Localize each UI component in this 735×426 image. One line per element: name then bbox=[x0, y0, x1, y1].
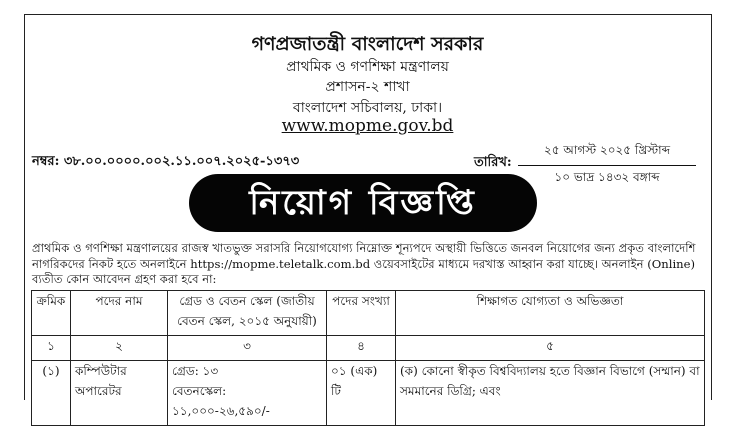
column-number: ১ bbox=[32, 336, 71, 361]
secretariat-address: বাংলাদেশ সচিবালয়, ঢাকা। bbox=[292, 100, 443, 116]
intro-paragraph: প্রাথমিক ও গণশিক্ষা মন্ত্রণালয়ের রাজস্ব খাতভুক্ত সরাসরি নিয়োগযোগ্য নিম্নোক্ত শূন্যপদে অস্থায়ী ভিত্তিতে জনবল নিয়োগের জন্য প্রকৃত বাংলাদেশি নাগরিকদের নিকট হতে অনলাইনে https://mopme.teletalk.com.bd ওয়েবসাইটের মাধ্যমে দরখাস্ত আহ্বান করা যাচ্ছে। অনলাইন (Online) ব্যতীত কোন আবেদন গ্রহণ করা হবে না: bbox=[32, 241, 696, 286]
header-serial: ক্রমিক bbox=[32, 291, 71, 336]
website-link[interactable]: www.mopme.gov.bd bbox=[281, 116, 454, 136]
branch-name: প্রশাসন-২ শাখা bbox=[325, 79, 410, 95]
table-header-row bbox=[32, 291, 705, 336]
row-serial: (১) bbox=[32, 361, 71, 426]
row-grade-cell bbox=[168, 361, 327, 426]
table-row bbox=[32, 361, 705, 426]
government-title: গণপ্রজাতন্ত্রী বাংলাদেশ সরকার bbox=[251, 33, 484, 55]
date-bangla: ১০ ভাদ্র ১৪৩২ বঙ্গাব্দ bbox=[554, 170, 660, 184]
memo-number: নম্বর: ৩৮.০০.০০০০.০০২.১১.০০৭.২০২৫-১৩৭৩ bbox=[32, 154, 300, 169]
column-number: ২ bbox=[71, 336, 168, 361]
row-post: কম্পিউটার অপারেটর bbox=[71, 361, 168, 426]
ministry-name: প্রাথমিক ও গণশিক্ষা মন্ত্রণালয় bbox=[286, 59, 449, 75]
header-grade: গ্রেড ও বেতন স্কেল (জাতীয় বেতন স্কেল, ২০১৫ অনুযায়ী) bbox=[168, 291, 327, 336]
header-count: পদের সংখ্যা bbox=[327, 291, 396, 336]
row-grade: গ্রেড: ১৩ bbox=[172, 364, 219, 378]
column-number: ৩ bbox=[168, 336, 327, 361]
column-number: ৫ bbox=[396, 336, 705, 361]
notice-title-banner: নিয়োগ বিজ্ঞপ্তি bbox=[189, 174, 537, 232]
column-number: ৪ bbox=[327, 336, 396, 361]
column-number-row bbox=[32, 336, 705, 361]
date-label: তারিখ: bbox=[474, 155, 512, 170]
header-post: পদের নাম bbox=[71, 291, 168, 336]
recruitment-table bbox=[31, 290, 705, 426]
date-box bbox=[518, 142, 696, 189]
row-count: ০১ (এক) টি bbox=[327, 361, 396, 426]
row-qualification: (ক) কোনো স্বীকৃত বিশ্ববিদ্যালয় হতে বিজ্ঞান বিভাগে (সম্মান) বা সমমানের ডিগ্রি; এবং bbox=[396, 361, 705, 426]
header-qualification: শিক্ষাগত যোগ্যতা ও অভিজ্ঞতা bbox=[396, 291, 705, 336]
row-scale: বেতনস্কেল: ১১,০০০-২৬,৫৯০/- bbox=[172, 384, 270, 418]
date-gregorian: ২৫ আগস্ট ২০২৫ খ্রিস্টাব্দ bbox=[518, 142, 696, 166]
